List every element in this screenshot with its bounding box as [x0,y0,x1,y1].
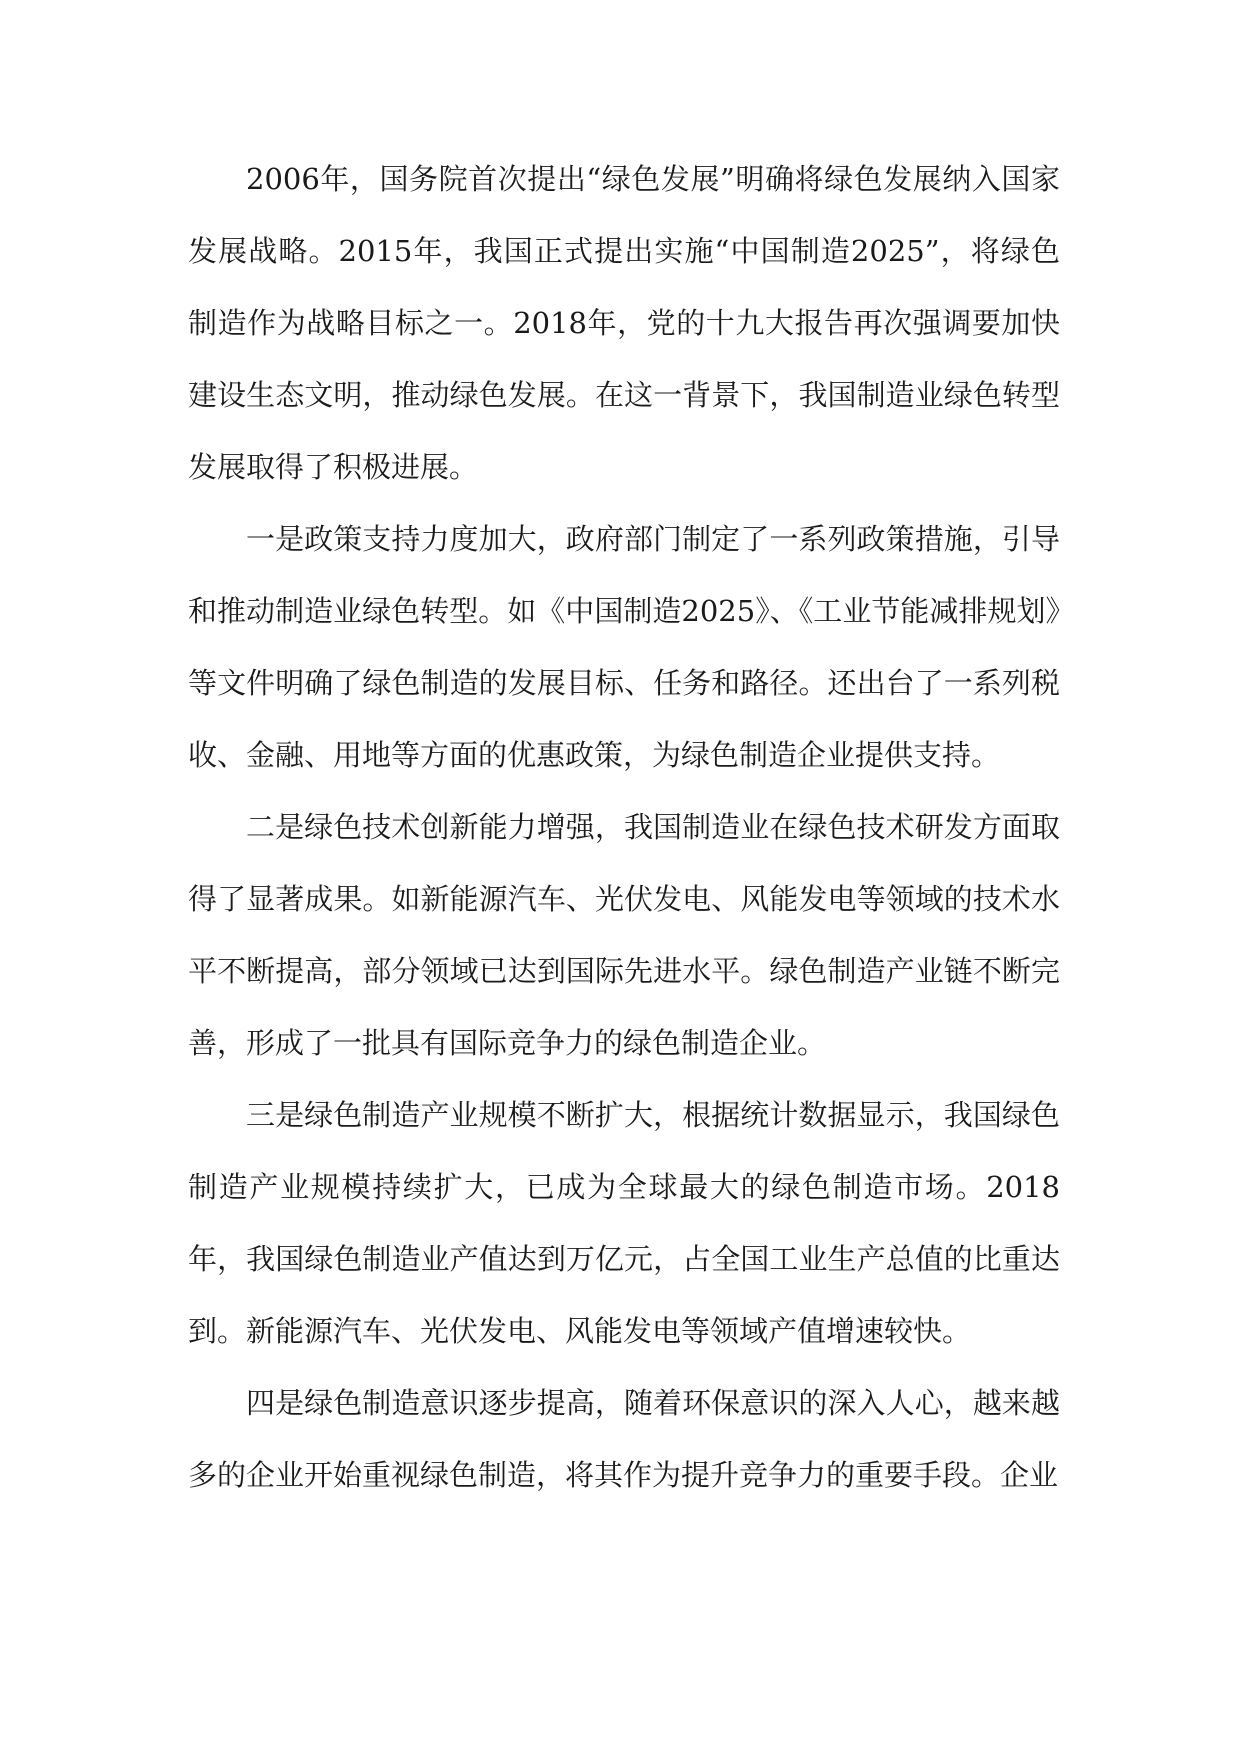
paragraph-policy-support: 一是政策支持力度加大，政府部门制定了一系列政策措施，引导和推动制造业绿色转型。如《中国制造2025》、《工业节能减排规划》等文件明确了绿色制造的发展目标、任务和路径。还出台了一系列税收、金融、用地等方面的优惠政策，为绿色制造企业提供支持。 [188,522,1060,772]
paragraph-awareness: 四是绿色制造意识逐步提高，随着环保意识的深入人心，越来越多的企业开始重视绿色制造，将其作为提升竞争力的重要手段。企业 [188,1386,1060,1492]
paragraph-tech-innovation: 二是绿色技术创新能力增强，我国制造业在绿色技术研发方面取得了显著成果。如新能源汽车、光伏发电、风能发电等领域的技术水平不断提高，部分领域已达到国际先进水平。绿色制造产业链不断完善，形成了一批具有国际竞争力的绿色制造企业。 [188,810,1060,1060]
document-body [188,143,1060,1511]
paragraph-intro: 2006年，国务院首次提出“绿色发展”明确将绿色发展纳入国家发展战略。2015年，我国正式提出实施“中国制造2025”，将绿色制造作为战略目标之一。2018年，党的十九大报告再次强调要加快建设生态文明，推动绿色发展。在这一背景下，我国制造业绿色转型发展取得了积极进展。 [188,162,1060,484]
paragraph-industry-scale: 三是绿色制造产业规模不断扩大，根据统计数据显示，我国绿色制造产业规模持续扩大，已成为全球最大的绿色制造市场。2018年，我国绿色制造业产值达到万亿元，占全国工业生产总值的比重达到。新能源汽车、光伏发电、风能发电等领域产值增速较快。 [188,1098,1060,1348]
